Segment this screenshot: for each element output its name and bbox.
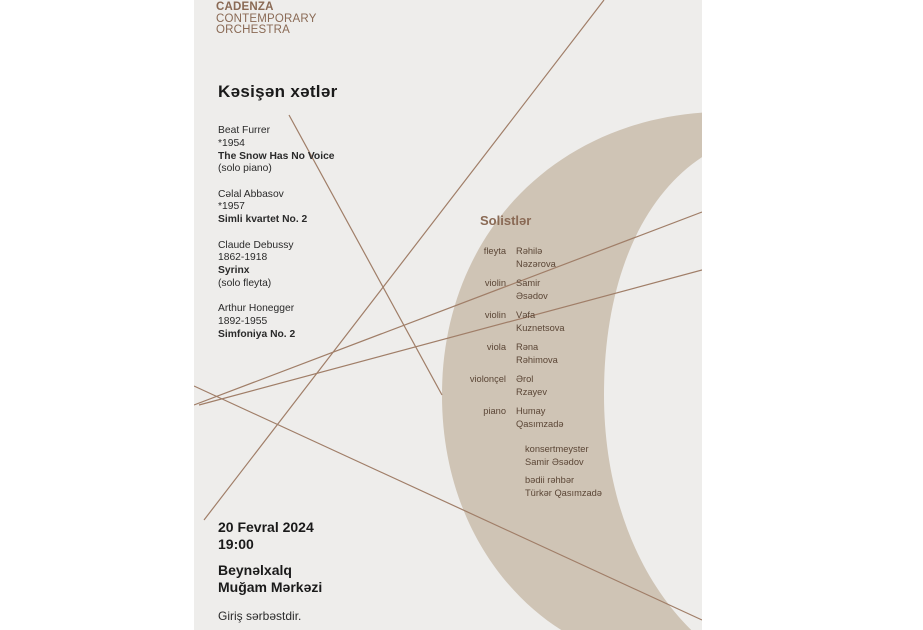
soloist-last-name: Kuznetsova [516, 322, 565, 333]
org-logo [216, 2, 317, 37]
soloist-first-name: Samir [516, 278, 541, 288]
soloist-first-name: Humay [516, 406, 546, 416]
soloists-heading: Solistlər [480, 213, 532, 228]
soloist-instrument: violin [484, 278, 506, 288]
composer-name: Claude Debussy [218, 239, 294, 251]
piece-title: The Snow Has No Voice [218, 150, 335, 162]
soloist-instrument: viola [486, 342, 506, 352]
soloist-last-name: Qasımzadə [516, 418, 564, 429]
program-item [218, 189, 418, 227]
composer-years: *1954 [218, 137, 245, 149]
event-date: 20 Fevral 2024 [218, 519, 314, 535]
soloist-first-name: Vəfa [516, 310, 536, 320]
program-item [218, 303, 418, 341]
event-venue [218, 562, 322, 596]
venue-line2: Muğam Mərkəzi [218, 579, 323, 595]
soloist-last-name: Rəhimova [516, 354, 558, 365]
composer-years: 1892-1955 [218, 316, 268, 328]
piece-title: Simli kvartet No. 2 [218, 214, 308, 226]
composer-years: 1862-1918 [218, 252, 268, 264]
piece-note: (solo fleyta) [218, 277, 272, 289]
piece-note: (solo piano) [218, 163, 272, 175]
org-name-line2: CONTEMPORARY [216, 12, 317, 25]
soloist-instrument: violin [484, 310, 506, 320]
soloist-instrument: violonçel [469, 374, 506, 384]
accompanist-name: Samir Əsədov [525, 456, 584, 467]
accompanist-role: konsertmeyster [525, 444, 589, 454]
event-datetime [218, 519, 314, 553]
soloist-instrument: fleyta [483, 246, 506, 256]
concert-title: Kəsişən xətlər [218, 82, 338, 101]
soloist-first-name: Rəhilə [516, 246, 543, 256]
composer-years: *1957 [218, 201, 245, 213]
soloist-last-name: Nəzərova [516, 258, 556, 269]
program-list [218, 125, 418, 354]
venue-line1: Beynəlxalq [218, 562, 292, 578]
crescent-arc [442, 112, 702, 630]
program-item [218, 240, 418, 291]
admission-note: Giriş sərbəstdir. [218, 609, 302, 623]
composer-name: Cəlal Abbasov [218, 188, 284, 200]
org-name-line1: CADENZA [216, 1, 274, 13]
soloist-first-name: Rəna [516, 342, 539, 352]
program-item [218, 125, 418, 176]
soloist-last-name: Əsədov [516, 290, 548, 301]
piece-title: Simfoniya No. 2 [218, 328, 296, 340]
director-role: bədii rəhbər [525, 475, 575, 485]
org-name-line3: ORCHESTRA [216, 24, 291, 36]
concert-poster [194, 0, 702, 630]
director-name: Türkər Qasımzadə [525, 487, 602, 498]
soloist-first-name: Ərol [516, 374, 534, 384]
soloist-last-name: Rzayev [516, 386, 548, 397]
event-time: 19:00 [218, 536, 254, 552]
composer-name: Arthur Honegger [218, 303, 295, 315]
piece-title: Syrinx [218, 265, 250, 277]
soloist-instrument: piano [483, 406, 506, 416]
composer-name: Beat Furrer [218, 125, 271, 136]
